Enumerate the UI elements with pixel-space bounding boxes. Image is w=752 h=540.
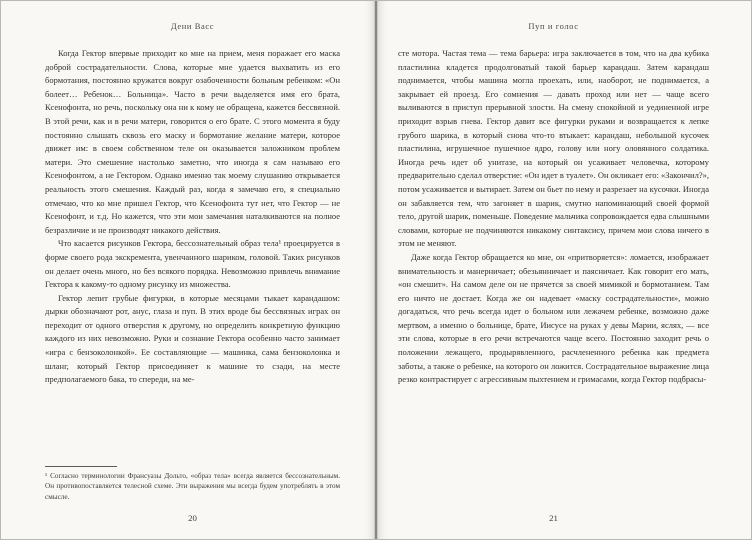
paragraph: Что касается рисунков Гектора, бессознательный образ тела¹ проецируется в форме своего рода экскремента, увенчанного шариком, головой. Таких рисунков он делает очень много, но без всякого порядка. Невозможно привлечь внимание Гектора к какому-то одному рисунку из множества. xyxy=(45,238,340,290)
paragraph: Гектор лепит грубые фигурки, в которые месяцами тыкает карандашом: дырки обозначают рот, анус, глаза и пуп. В этих вроде бы бессвязных играх он переходит от одного отверстия к другому, но определить конкретную функцию каждого из них невозможно. Руки и сознание Гектора особенно часто занимает «игра с бензоколонкой». Ее составляющие — машинка, сама бензоколонка и шланг, который Гектор присоединяет к машине то сзади, на месте предполагаемого бака, то спереди, на ме- xyxy=(45,292,340,385)
left-page xyxy=(1,1,375,539)
left-running-header: Дени Васс xyxy=(170,21,215,31)
paragraph: Когда Гектор впервые приходит ко мне на прием, меня поражает его маска доброй сострадательности. Слова, которые мне удается выхватить из его бормотания, постоянно кружатся вокруг озабоченности больным ребенком: «Он болеет… Ребенок… Больница». Часто в речи выделяется имя его брата, Ксенофонта, но речь, поскольку она ни к кому не обращена, кажется бессвязной. В этой речи, как и в речи матери, говорится о его брате. С этого момента я буду постоянно слышать сквозь его маску и бормотание желание матери, которое движет им: в своем собственном теле он оказывается заложником проблем матери. Это смешение настолько заметно, что иногда я сам называю его Ксенофонтом, а не Гектором. Однако именно так моему слушанию открывается реальность этого смешения. Каждый раз, когда я замечаю его, я специально отмечаю, что ко мне пришел Гектор, что Ксенофонта тут нет, что Гектор — не Ксенофонт, и т.д. Но кажется, что эти мои замечания наталкиваются на полное безразличие и не производят никакого действия. xyxy=(45,48,340,235)
paragraph: сте мотора. Частая тема — тема барьера: игра заключается в том, что на два кубика пластилина кладется продолговатый такой барьер карандаш. Затем карандаш поднимается, чтобы машина могла проехать, или, наоборот, не поднимается, а закрывает ей проезд. Его сомнения — давать проход или нет — чаще всего выливаются в приступ прерывной злости. На смену спокойной и уединенной игре приходит взрыв гнева. Гектор давит все фигурки руками и возвращается к лепке грубого шарика, в который снова что-то втыкает: карандаш, небольшой кусочек пластилина, игрушечное пушечное ядро, голову или ногу оловянного солдатика. Иногда речь идет об унитазе, на который он усаживает человечка, которому предварительно сделал отверстие: «Он идет в туалет». Он окликает его: «Закончил?», потом усаживается и вытирает. Затем он бьет по нему и разрезает на кусочки. Иногда он забавляется тем, что загоняет в шарик, смутно напоминающий своей формой тело, другой шарик, поменьше. Поведение мальчика сопровождается едва слышными словами, которые не подчиняются никакому синтаксису, причем мои слова ничего в этом не меняют. xyxy=(398,48,709,249)
right-page-number: 21 xyxy=(549,513,558,523)
footnote-text: ¹ Согласно терминологии Франсуазы Дольто, «образ тела» всегда является бессознательным. Он противопоставляется телесной схеме. Эти выражения мы всегда будем употреблять в этом смысле. xyxy=(45,471,340,502)
footnote-rule xyxy=(45,466,117,467)
right-running-header: Пуп и голос xyxy=(528,21,579,31)
footnote-block xyxy=(45,466,340,503)
paragraph: Даже когда Гектор обращается ко мне, он «притворяется»: ломается, изображает внимательность и манерничает; обезьянничает и паясничает. Как говорит его мать, «он смешит». На самом деле он не прячется за своей мимикой и бормотанием. Там его ничто не достает. Когда же он надевает «маску сострадательности», можно догадаться, что речь всегда идет о больном или лежачем ребенке, возможно даже мертвом, а именно о больнице, брате, Иисусе на руках у девы Марии, яслях, — все эти слова, которые в его речи встречаются чаще всего. Постоянно заходит речь о положении лежащего, продырявленного, расчлененного ребенка как предмета заботы, а также о ребенке, на которого он ложится. Сострадательное выражение лица резко контрастирует с агрессивным пыхтением и гримасами, когда Гектор подбрасы- xyxy=(398,251,709,385)
right-page-body xyxy=(398,47,709,503)
right-page xyxy=(377,1,751,539)
left-page-number: 20 xyxy=(188,513,197,523)
left-page-body xyxy=(45,47,340,387)
